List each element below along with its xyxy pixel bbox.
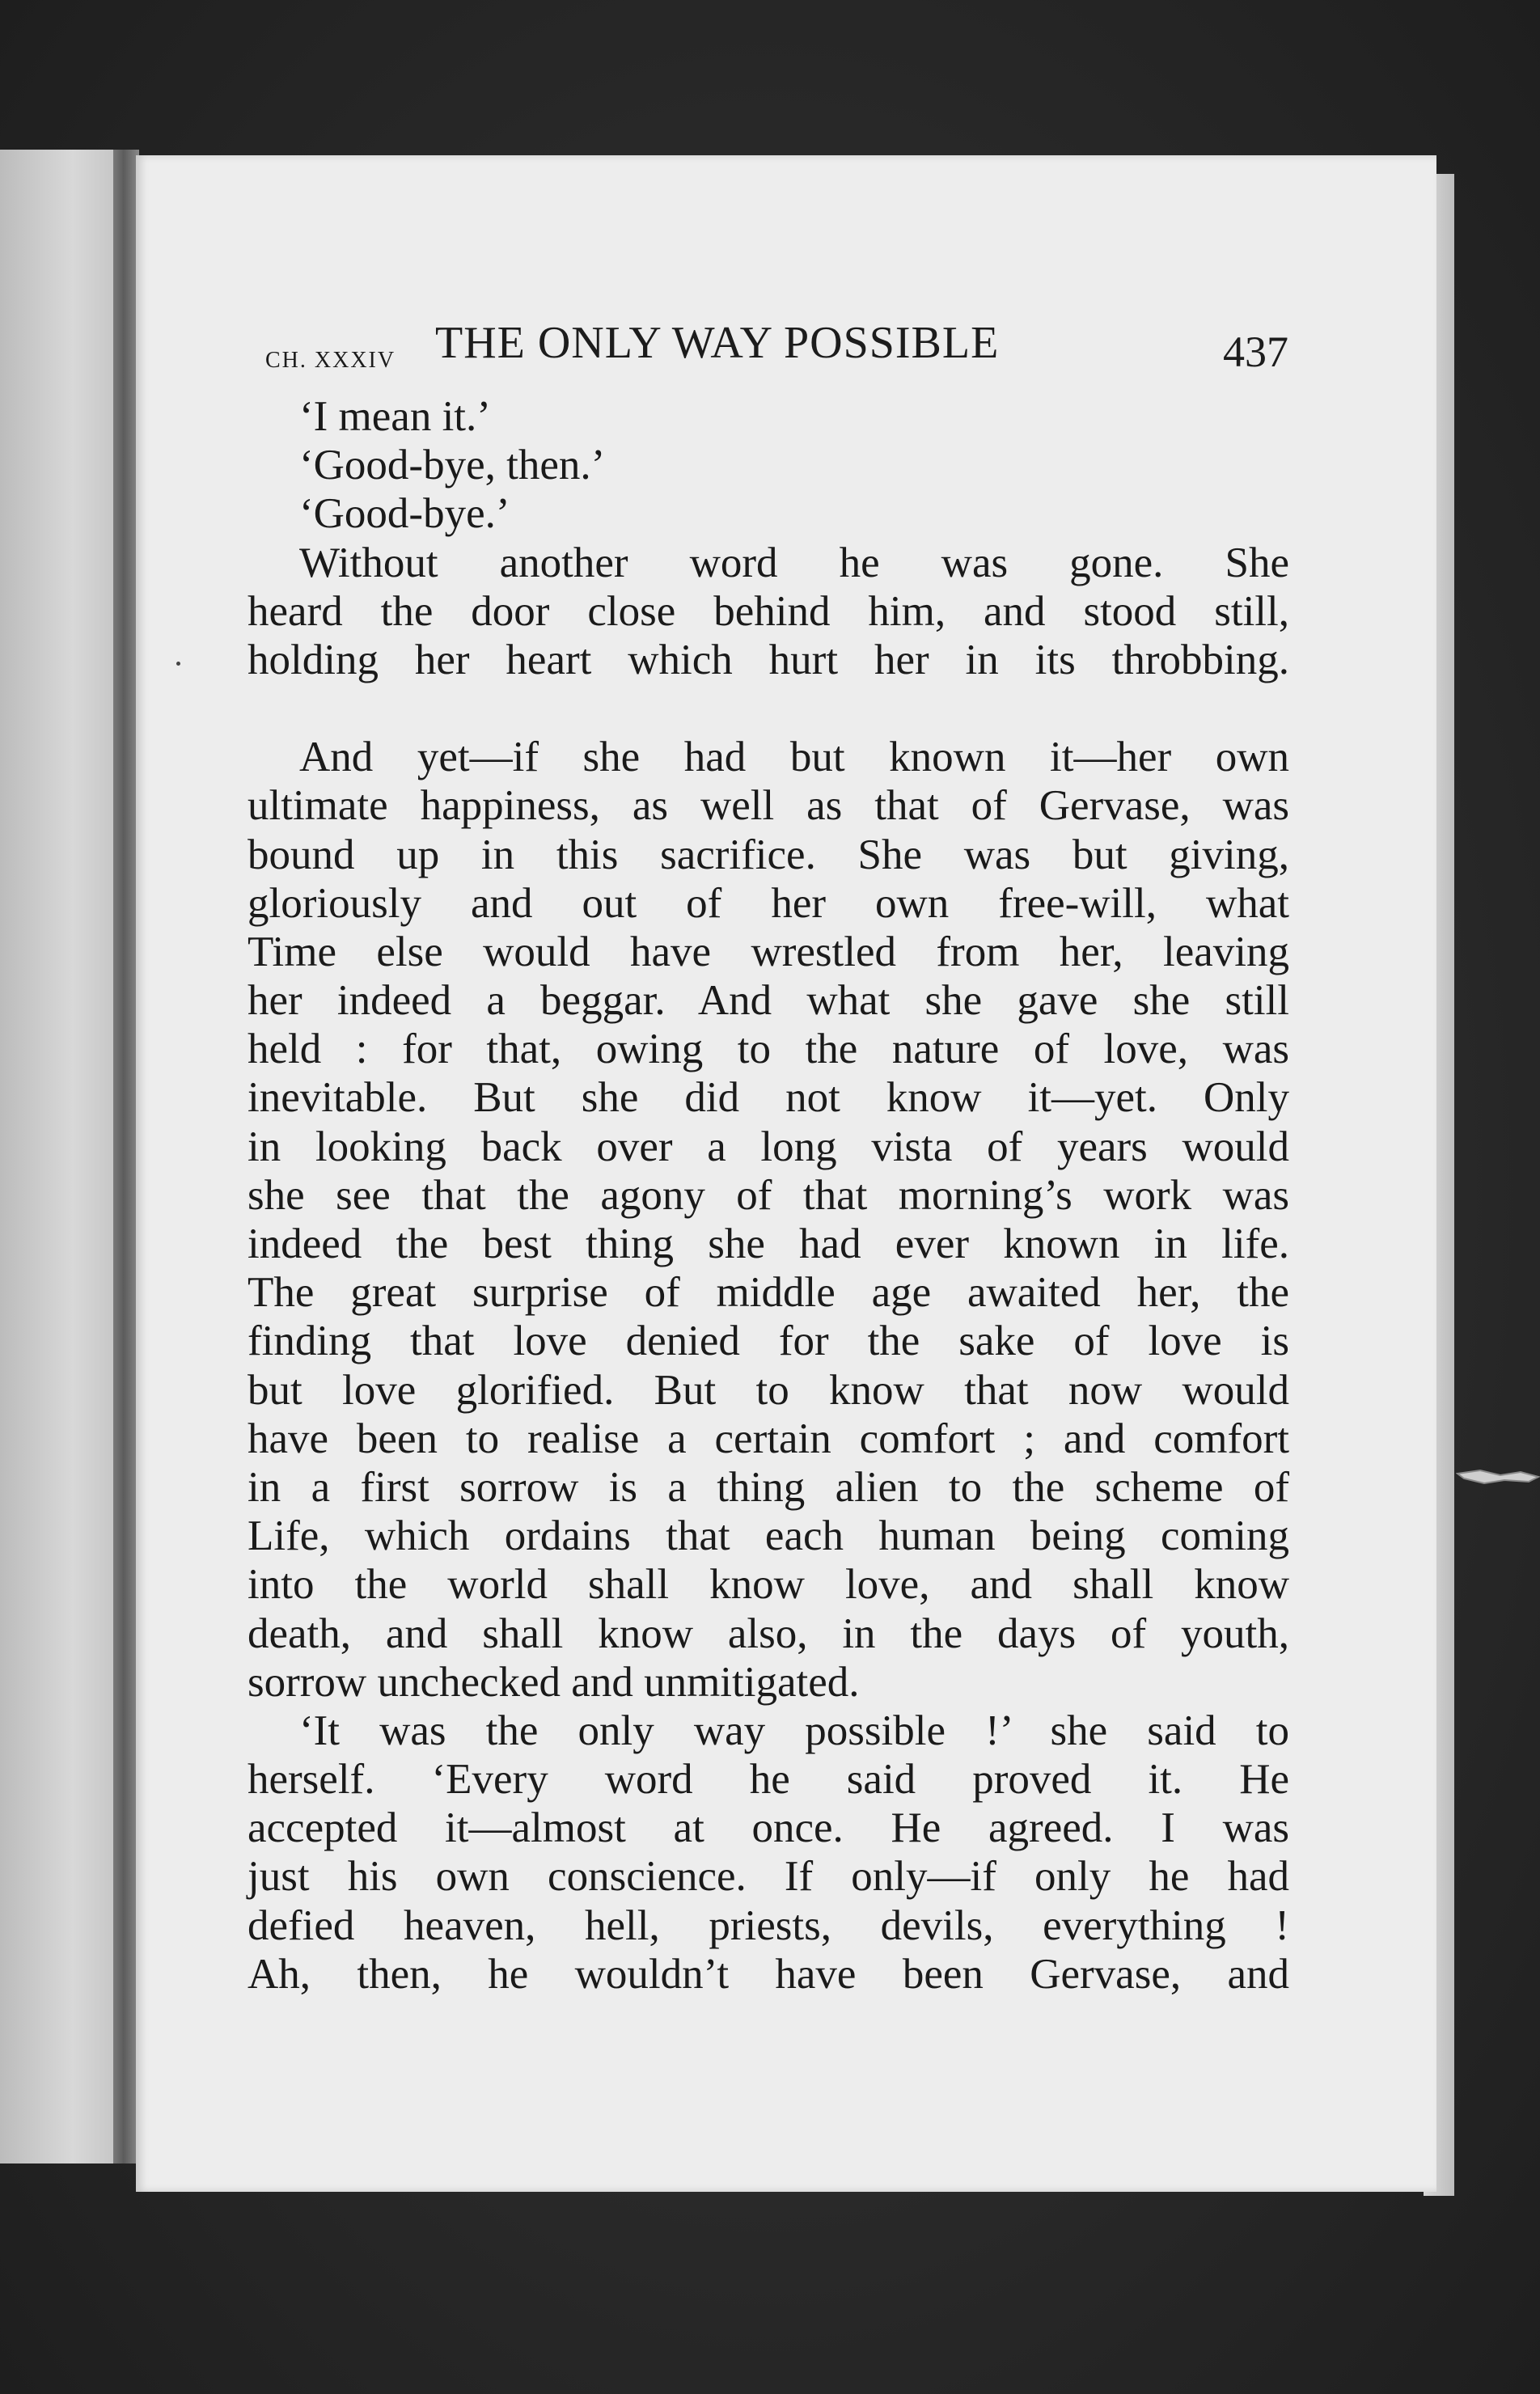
text-line: indeed the best thing she had ever known in life. bbox=[248, 1220, 1289, 1267]
text-line: held : for that, owing to the nature of love, was bbox=[248, 1026, 1289, 1073]
text-line: ‘Good-bye, then.’ bbox=[299, 442, 606, 489]
text-line: in looking back over a long vista of years would bbox=[248, 1123, 1289, 1170]
text-line: Ah, then, he wouldn’t have been Gervase, and bbox=[248, 1950, 1289, 1998]
text-line: gloriously and out of her own free-will, what bbox=[248, 879, 1289, 927]
section-break bbox=[248, 684, 1289, 733]
text-line: finding that love denied for the sake of love is bbox=[248, 1318, 1289, 1365]
text-line: but love glorified. But to know that now would bbox=[248, 1366, 1289, 1414]
chapter-label: CH. XXXIV bbox=[265, 348, 396, 373]
text-line: Without another word he was gone. She bbox=[299, 539, 1289, 586]
text-line: herself. ‘Every word he said proved it. He bbox=[248, 1756, 1289, 1804]
text-line: inevitable. But she did not know it—yet. Only bbox=[248, 1074, 1289, 1122]
text-line: she see that the agony of that morning’s work was bbox=[248, 1171, 1289, 1219]
text-line: sorrow unchecked and unmitigated. bbox=[248, 1658, 860, 1706]
facing-page-edge bbox=[0, 150, 121, 2163]
text-line: And yet—if she had but known it—her own bbox=[299, 734, 1289, 781]
page-header bbox=[265, 317, 1288, 390]
text-line: holding her heart which hurt her in its throbbing. bbox=[248, 636, 1289, 683]
ink-blot bbox=[1456, 1464, 1540, 1488]
body-text bbox=[248, 392, 1289, 1999]
text-line: ‘It was the only way possible !’ she said to bbox=[299, 1707, 1289, 1754]
text-line: bound up in this sacrifice. She was but giving, bbox=[248, 831, 1289, 878]
text-line: Time else would have wrestled from her, leaving bbox=[248, 928, 1289, 975]
text-line: ‘I mean it.’ bbox=[299, 393, 491, 440]
text-line: accepted it—almost at once. He agreed. I was bbox=[248, 1804, 1289, 1852]
text-line: ‘Good-bye.’ bbox=[299, 490, 510, 538]
running-title: THE ONLY WAY POSSIBLE bbox=[435, 318, 1000, 368]
text-line: defied heaven, hell, priests, devils, everything ! bbox=[248, 1901, 1289, 1949]
text-line: heard the door close behind him, and stood still, bbox=[248, 587, 1289, 635]
text-line: her indeed a beggar. And what she gave she still bbox=[248, 977, 1289, 1025]
text-line: death, and shall know also, in the days of youth, bbox=[248, 1609, 1289, 1657]
speck bbox=[176, 662, 180, 666]
text-line: into the world shall know love, and shall know bbox=[248, 1561, 1289, 1609]
text-line: ultimate happiness, as well as that of Gervase, was bbox=[248, 782, 1289, 830]
text-line: just his own conscience. If only—if only he had bbox=[248, 1853, 1289, 1901]
book-page bbox=[136, 155, 1436, 2192]
text-line: The great surprise of middle age awaited her, the bbox=[248, 1269, 1289, 1317]
page-number: 437 bbox=[1223, 328, 1288, 376]
text-line: in a first sorrow is a thing alien to the scheme of bbox=[248, 1463, 1289, 1511]
text-line: Life, which ordains that each human being coming bbox=[248, 1512, 1289, 1560]
text-line: have been to realise a certain comfort ; and comfort bbox=[248, 1415, 1289, 1462]
